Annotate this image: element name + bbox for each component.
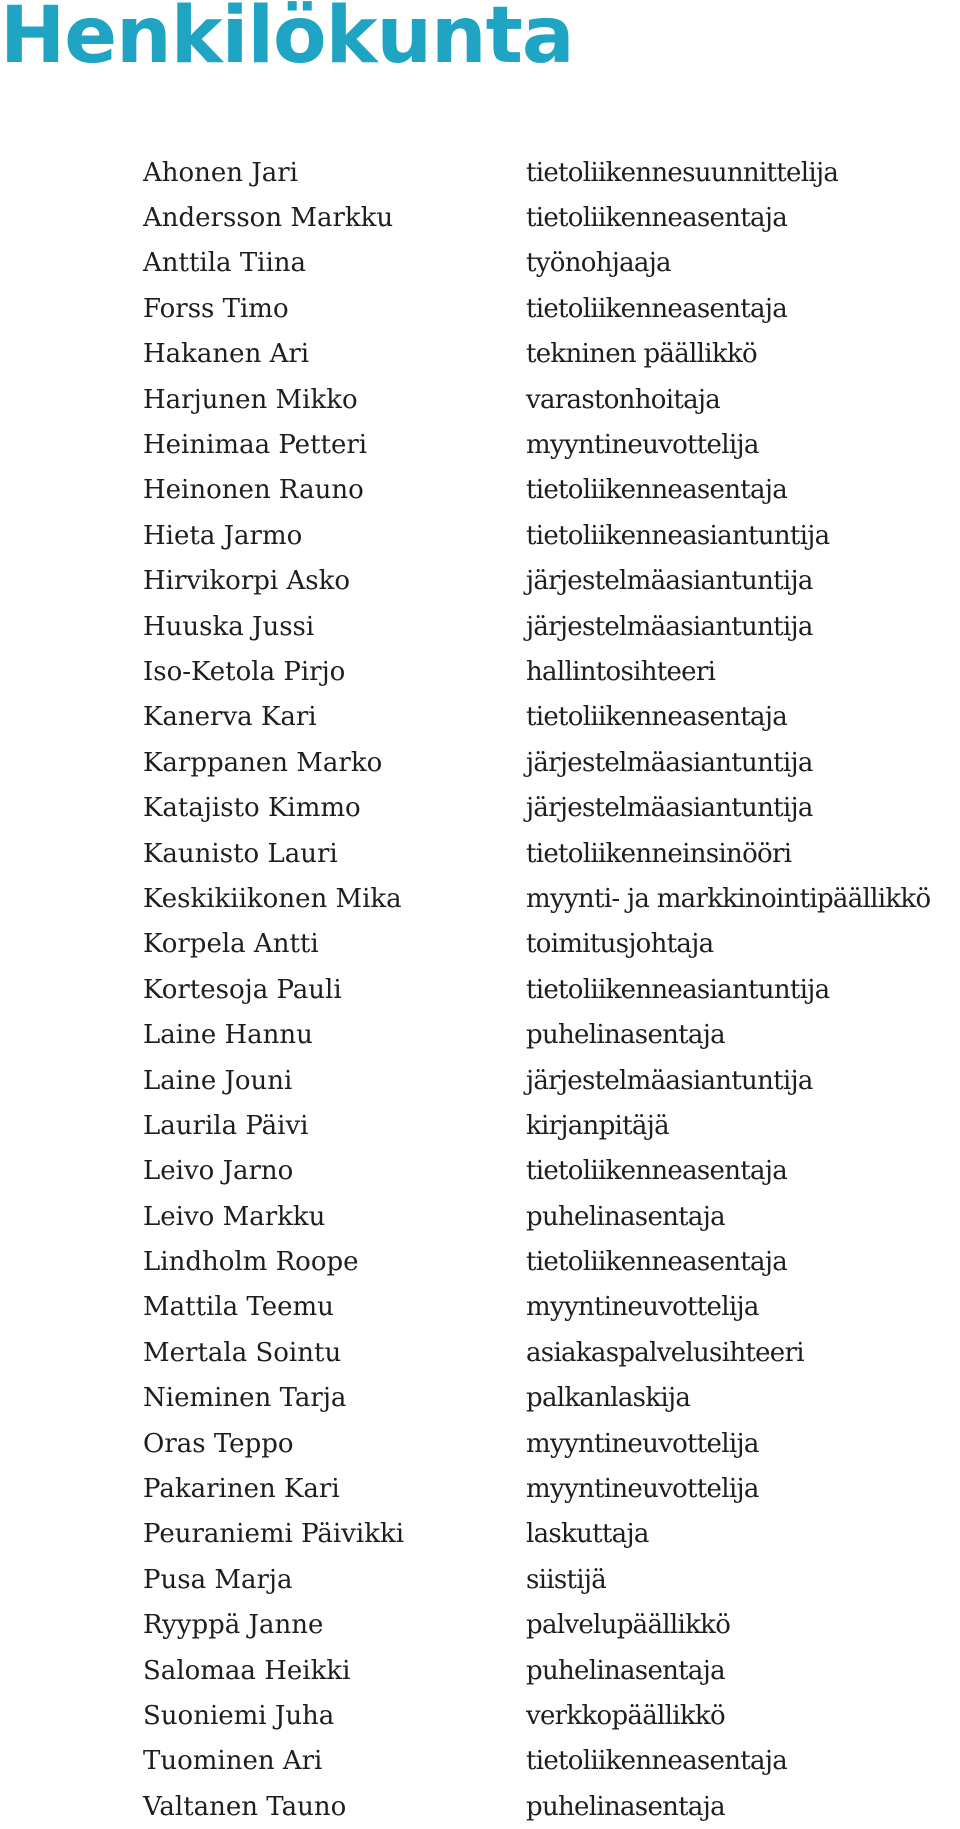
- staff-name: Mattila Teemu: [143, 1292, 334, 1323]
- staff-name: Leivo Markku: [143, 1201, 326, 1232]
- staff-role: palvelupäällikkö: [526, 1610, 731, 1641]
- staff-role: tietoliikennesuunnittelija: [526, 157, 839, 188]
- staff-row: [143, 1239, 960, 1284]
- staff-role: puhelinasentaja: [526, 1201, 725, 1232]
- staff-name: Hieta Jarmo: [143, 520, 303, 551]
- staff-name: Suoniemi Juha: [143, 1700, 335, 1731]
- staff-role: myynti- ja markkinointipäällikkö: [526, 883, 931, 914]
- staff-name: Hirvikorpi Asko: [143, 566, 351, 597]
- staff-list: [143, 150, 960, 1829]
- staff-role: tietoliikenneinsinööri: [526, 838, 792, 869]
- staff-role: järjestelmäasiantuntija: [526, 611, 813, 642]
- staff-role: myyntineuvottelija: [526, 430, 759, 461]
- staff-row: [143, 1376, 960, 1421]
- staff-role: palkanlaskija: [526, 1383, 691, 1414]
- staff-name: Salomaa Heikki: [143, 1655, 351, 1686]
- staff-row: [143, 150, 960, 195]
- staff-role: kirjanpitäjä: [526, 1110, 669, 1141]
- staff-name: Ryyppä Janne: [143, 1610, 324, 1641]
- staff-name: Iso-Ketola Pirjo: [143, 656, 346, 687]
- staff-row: [143, 1421, 960, 1466]
- staff-role: myyntineuvottelija: [526, 1292, 759, 1323]
- staff-name: Pakarinen Kari: [143, 1474, 340, 1505]
- staff-name: Tuominen Ari: [143, 1746, 323, 1777]
- staff-name: Ahonen Jari: [143, 157, 298, 188]
- staff-row: [143, 195, 960, 240]
- staff-name: Heinonen Rauno: [143, 475, 364, 506]
- staff-name: Laine Jouni: [143, 1065, 293, 1096]
- staff-row: [143, 967, 960, 1012]
- staff-role: tietoliikenneasentaja: [526, 475, 788, 506]
- staff-row: [143, 1693, 960, 1738]
- staff-role: asiakaspalvelusihteeri: [526, 1337, 804, 1368]
- staff-role: verkkopäällikkö: [526, 1700, 725, 1731]
- staff-row: [143, 1512, 960, 1557]
- staff-row: [143, 1012, 960, 1057]
- staff-row: [143, 1557, 960, 1602]
- staff-name: Kaunisto Lauri: [143, 838, 338, 869]
- staff-name: Leivo Jarno: [143, 1156, 294, 1187]
- staff-row: [143, 559, 960, 604]
- staff-role: järjestelmäasiantuntija: [526, 747, 813, 778]
- staff-row: [143, 922, 960, 967]
- staff-row: [143, 1648, 960, 1693]
- staff-row: [143, 286, 960, 331]
- staff-name: Anttila Tiina: [143, 248, 307, 279]
- staff-row: [143, 695, 960, 740]
- staff-name: Kortesoja Pauli: [143, 974, 342, 1005]
- staff-name: Huuska Jussi: [143, 611, 315, 642]
- staff-role: myyntineuvottelija: [526, 1474, 759, 1505]
- staff-name: Heinimaa Petteri: [143, 430, 368, 461]
- staff-name: Korpela Antti: [143, 929, 319, 960]
- staff-row: [143, 1285, 960, 1330]
- staff-name: Forss Timo: [143, 293, 289, 324]
- staff-row: [143, 740, 960, 785]
- staff-name: Harjunen Mikko: [143, 384, 358, 415]
- staff-role: tietoliikenneasentaja: [526, 1746, 788, 1777]
- staff-role: laskuttaja: [526, 1519, 649, 1550]
- staff-role: tietoliikenneasentaja: [526, 702, 788, 733]
- staff-row: [143, 649, 960, 694]
- staff-role: varastonhoitaja: [526, 384, 721, 415]
- staff-role: puhelinasentaja: [526, 1791, 725, 1822]
- staff-row: [143, 513, 960, 558]
- staff-row: [143, 1739, 960, 1784]
- staff-row: [143, 1466, 960, 1511]
- staff-name: Mertala Sointu: [143, 1337, 342, 1368]
- staff-name: Katajisto Kimmo: [143, 793, 361, 824]
- staff-name: Valtanen Tauno: [143, 1791, 347, 1822]
- staff-row: [143, 332, 960, 377]
- staff-row: [143, 1330, 960, 1375]
- staff-role: tietoliikenneasentaja: [526, 1247, 788, 1278]
- staff-name: Kanerva Kari: [143, 702, 317, 733]
- staff-row: [143, 1058, 960, 1103]
- staff-name: Keskikiikonen Mika: [143, 883, 402, 914]
- staff-name: Hakanen Ari: [143, 339, 310, 370]
- staff-role: puhelinasentaja: [526, 1020, 725, 1051]
- staff-row: [143, 1784, 960, 1829]
- staff-row: [143, 377, 960, 422]
- staff-name: Pusa Marja: [143, 1564, 293, 1595]
- staff-role: järjestelmäasiantuntija: [526, 1065, 813, 1096]
- staff-name: Andersson Markku: [143, 203, 394, 234]
- page-title: Henkilökunta: [0, 0, 574, 81]
- staff-name: Laine Hannu: [143, 1020, 313, 1051]
- staff-row: [143, 785, 960, 830]
- staff-row: [143, 468, 960, 513]
- staff-row: [143, 1603, 960, 1648]
- staff-row: [143, 1103, 960, 1148]
- staff-row: [143, 241, 960, 286]
- staff-role: hallintosihteeri: [526, 656, 716, 687]
- staff-role: tietoliikenneasiantuntija: [526, 520, 830, 551]
- staff-name: Oras Teppo: [143, 1428, 294, 1459]
- staff-role: siistijä: [526, 1564, 607, 1595]
- staff-row: [143, 422, 960, 467]
- staff-role: toimitusjohtaja: [526, 929, 714, 960]
- staff-name: Peuraniemi Päivikki: [143, 1519, 405, 1550]
- staff-role: puhelinasentaja: [526, 1655, 725, 1686]
- staff-role: tietoliikenneasentaja: [526, 293, 788, 324]
- staff-role: tietoliikenneasiantuntija: [526, 974, 830, 1005]
- staff-name: Lindholm Roope: [143, 1247, 359, 1278]
- staff-role: tietoliikenneasentaja: [526, 203, 788, 234]
- staff-row: [143, 1194, 960, 1239]
- staff-role: tietoliikenneasentaja: [526, 1156, 788, 1187]
- staff-row: [143, 831, 960, 876]
- staff-role: tekninen päällikkö: [526, 339, 757, 370]
- staff-name: Karppanen Marko: [143, 747, 383, 778]
- staff-row: [143, 604, 960, 649]
- staff-name: Nieminen Tarja: [143, 1383, 347, 1414]
- staff-role: järjestelmäasiantuntija: [526, 566, 813, 597]
- staff-name: Laurila Päivi: [143, 1110, 309, 1141]
- staff-row: [143, 1149, 960, 1194]
- staff-role: työnohjaaja: [526, 248, 671, 279]
- staff-role: myyntineuvottelija: [526, 1428, 759, 1459]
- staff-role: järjestelmäasiantuntija: [526, 793, 813, 824]
- staff-row: [143, 876, 960, 921]
